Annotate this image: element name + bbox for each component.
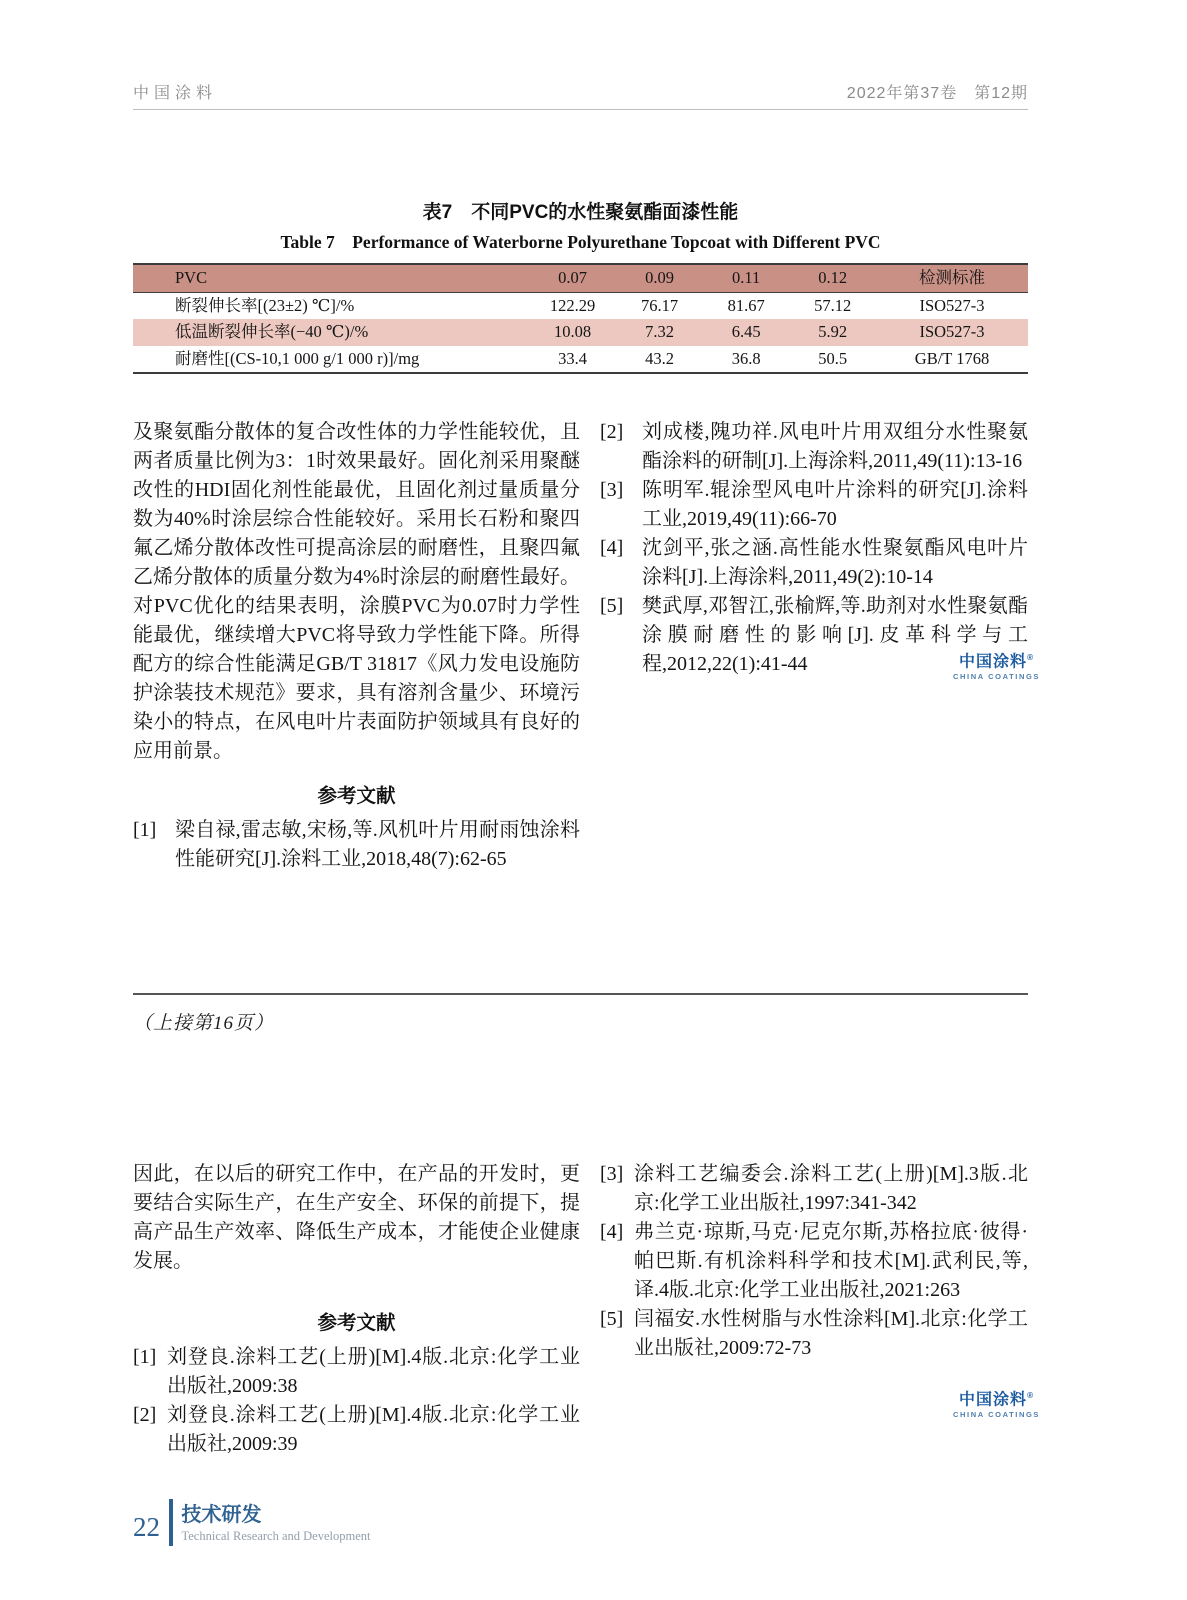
table-row: [133, 346, 1028, 374]
table-title-en: Table 7 Performance of Waterborne Polyurethane Topcoat with Different PVC: [280, 232, 881, 252]
table-7-block: [133, 197, 1028, 374]
column-header: PVC: [133, 264, 529, 292]
reference-text: 刘登良.涂料工艺(上册)[M].4版.北京:化学工业出版社,2009:38: [167, 1346, 580, 1397]
table-row: [133, 319, 1028, 346]
issue-info: 2022年第37卷 第12期: [846, 85, 1028, 102]
reference-number: [1]: [133, 819, 157, 841]
reference-text: 刘成楼,隗功祥.风电叶片用双组分水性聚氨酯涂料的研制[J].上海涂料,2011,49(11):13-16: [642, 421, 1028, 472]
lower-article: [133, 1160, 1028, 1459]
reference-item: [600, 476, 1028, 534]
column-header: 0.09: [616, 264, 703, 292]
logo-text-cn: 中国涂料®: [959, 653, 1034, 671]
upper-right-column: [600, 418, 1028, 874]
table-cell: GB/T 1768: [914, 348, 990, 368]
reference-item: [600, 1160, 1028, 1218]
table-cell: ISO527-3: [919, 322, 985, 341]
table-cell: 50.5: [818, 348, 848, 368]
references-heading: 参考文献: [317, 785, 396, 807]
reference-text: 樊武厚,邓智江,张榆辉,等.助剂对水性聚氨酯涂膜耐磨性的影响[J].皮革科学与工程,2012,22(1):41-44: [642, 595, 1028, 675]
column-header: 0.12: [789, 264, 876, 292]
reference-number: [4]: [600, 1221, 624, 1243]
reference-number: [5]: [600, 1308, 624, 1330]
registered-mark-icon: ®: [1027, 653, 1034, 662]
lower-left-column: [133, 1160, 580, 1459]
logo-text-cn: 中国涂料®: [959, 1391, 1034, 1409]
reference-number: [2]: [133, 1404, 157, 1426]
column-header: 0.11: [703, 264, 790, 292]
table-cell: 81.67: [727, 295, 765, 315]
section-divider-rule: [133, 993, 1028, 995]
continuation-note: （上接第16页）: [133, 1013, 275, 1034]
page-footer: [133, 1499, 370, 1546]
reference-text: 涂料工艺编委会.涂料工艺(上册)[M].3版.北京:化学工业出版社,1997:341-342: [634, 1163, 1028, 1214]
reference-item: [600, 534, 1028, 592]
table-cell: 耐磨性[(CS-10,1 000 g/1 000 r)]/mg: [175, 348, 420, 368]
registered-mark-icon: ®: [1027, 1391, 1034, 1400]
reference-number: [4]: [600, 537, 624, 559]
column-header: 检测标准: [876, 264, 1028, 292]
reference-item: [133, 1343, 580, 1401]
reference-text: 梁自禄,雷志敏,宋杨,等.风机叶片用耐雨蚀涂料性能研究[J].涂料工业,2018,48(7):62-65: [175, 819, 580, 870]
reference-text: 沈剑平,张之涵.高性能水性聚氨酯风电叶片涂料[J].上海涂料,2011,49(2):10-14: [642, 537, 1028, 588]
reference-text: 陈明军.辊涂型风电叶片涂料的研究[J].涂料工业,2019,49(11):66-70: [642, 479, 1028, 530]
conclusion-paragraph: 及聚氨酯分散体的复合改性体的力学性能较优，且两者质量比例为3：1时效果最好。固化剂采用聚醚改性的HDI固化剂性能最优，且固化剂过量质量分数为40%时涂层综合性能较好。采用长石粉和聚四氟乙烯分散体改性可提高涂层的耐磨性，且聚四氟乙烯分散体的质量分数为4%时涂层的耐磨性最好。对PVC优化的结果表明，涂膜PVC为0.07时力学性能最优，继续增大PVC将导致力学性能下降。所得配方的综合性能满足GB/T 31817《风力发电设施防护涂装技术规范》要求，具有溶剂含量少、环境污染小的特点，在风电叶片表面防护领域具有良好的应用前景。: [133, 421, 580, 762]
table-cell: 5.92: [818, 322, 848, 341]
reference-text: 闫福安.水性树脂与水性涂料[M].北京:化学工业出版社,2009:72-73: [634, 1308, 1028, 1359]
table-cell: ISO527-3: [919, 295, 985, 315]
table-cell: 6.45: [731, 322, 761, 341]
table-cell: 10.08: [553, 322, 592, 341]
performance-table: [133, 263, 1028, 374]
table-row: [133, 292, 1028, 319]
page-number: 22: [133, 1512, 160, 1542]
footer-section: [182, 1503, 371, 1543]
reference-item: [133, 1401, 580, 1459]
china-coatings-logo: [953, 1388, 1040, 1419]
reference-number: [2]: [600, 421, 624, 443]
footer-divider-bar: [169, 1499, 173, 1546]
footer-section-en: Technical Research and Development: [181, 1528, 371, 1543]
table-cell: 33.4: [558, 348, 587, 368]
table-cell: 低温断裂伸长率(−40 ℃)/%: [175, 322, 369, 341]
reference-text: 刘登良.涂料工艺(上册)[M].4版.北京:化学工业出版社,2009:39: [167, 1404, 580, 1455]
table-cell: 76.17: [641, 295, 679, 315]
conclusion-paragraph: 因此，在以后的研究工作中，在产品的开发时，更要结合实际生产，在生产安全、环保的前提下，提高产品生产效率、降低生产成本，才能使企业健康发展。: [133, 1163, 580, 1272]
footer-section-cn: 技术研发: [181, 1503, 262, 1526]
table-cell: 43.2: [645, 348, 675, 368]
upper-left-column: [133, 418, 580, 874]
reference-text: 弗兰克·琼斯,马克·尼克尔斯,苏格拉底·彼得·帕巴斯.有机涂料科学和技术[M].武利民,等,译.4版.北京:化学工业出版社,2021:263: [634, 1221, 1028, 1301]
reference-item: [600, 1305, 1028, 1363]
table-cell: 7.32: [645, 322, 675, 341]
journal-name: 中国涂料: [133, 85, 218, 102]
reference-number: [3]: [600, 479, 624, 501]
page-header: [133, 80, 1028, 110]
references-heading: 参考文献: [317, 1312, 396, 1334]
table-cell: 122.29: [549, 295, 596, 315]
table-cell: 36.8: [731, 348, 761, 368]
table-title-cn: 表7 不同PVC的水性聚氨酯面漆性能: [422, 202, 739, 223]
reference-number: [5]: [600, 595, 624, 617]
china-coatings-logo: [953, 650, 1040, 681]
reference-item: [133, 816, 580, 874]
table-cell: 断裂伸长率[(23±2) ℃]/%: [175, 295, 355, 315]
logo-text-en: CHINA COATINGS: [953, 1410, 1040, 1420]
logo-text-en: CHINA COATINGS: [953, 672, 1040, 682]
reference-number: [3]: [600, 1163, 624, 1185]
reference-item: [600, 1218, 1028, 1305]
table-header-row: [133, 264, 1028, 292]
reference-number: [1]: [133, 1346, 157, 1368]
column-header: 0.07: [529, 264, 617, 292]
table-cell: 57.12: [814, 295, 852, 315]
reference-item: [600, 418, 1028, 476]
upper-article: [133, 418, 1028, 874]
